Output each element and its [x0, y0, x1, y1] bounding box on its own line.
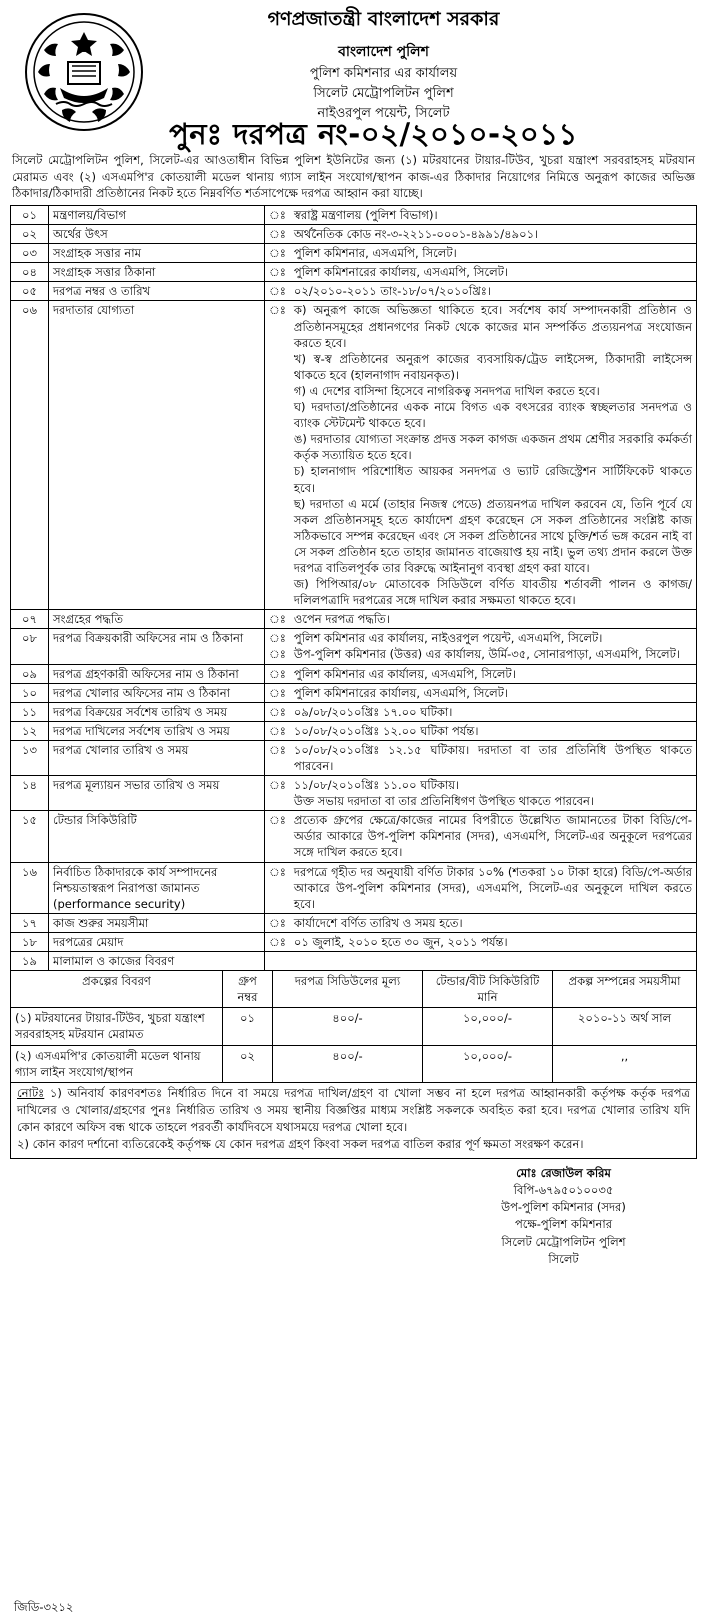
row-colon: ঃ [265, 301, 290, 610]
row-number: ১৯ [11, 952, 49, 971]
table-row [11, 740, 697, 775]
col-header-group: গ্রুপ নম্বর [223, 971, 273, 1008]
row-number: ০৯ [11, 664, 49, 683]
eligibility-item: ক) অনুরূপ কাজে অভিজ্ঞতা থাকিতে হবে। সর্বশেষ কার্য সম্পাদনকারী প্রতিষ্ঠান ও প্রতিষ্ঠানসমূহের প্রধানগণের নিকট থেকে কাজের মান সম্পর্কিত প্রত্যয়নপত্র সংযোজন করতে হবে। [293, 303, 692, 350]
col-header-period: প্রকল্প সম্পন্নের সময়সীমা [553, 971, 697, 1008]
row-colon: ঃ [265, 721, 290, 740]
note-2: ২) কোন কারণ দর্শানো ব্যতিরেকেই কর্তৃপক্ষ যে কোন দরপত্র গ্রহণ কিংবা সকল দরপত্র বাতিল করার পূর্ণ ক্ষমতা সংরক্ষণ করেন। [17, 1137, 584, 1152]
row-number: ১৪ [11, 776, 49, 811]
project-security: ১০,০০০/- [423, 1008, 553, 1045]
eligibility-item: খ) স্ব-স্ব প্রতিষ্ঠানের অনুরূপ কাজের ব্যবসায়িক/ট্রেড লাইসেন্স, ঠিকাদারী লাইসেন্স থাকতে হবে (হালনাগাদ নবায়নকৃত)। [293, 351, 692, 382]
row-colon: ঃ [265, 244, 290, 263]
row-label: দরপত্র গ্রহণকারী অফিসের নাম ও ঠিকানা [49, 664, 265, 683]
row-value: পুলিশ কমিশনারের কার্যালয়, এসএমপি, সিলেট। [290, 263, 697, 282]
tender-spec-table [10, 205, 697, 971]
row-value: ১০/০৮/২০১০খ্রিঃ ১২.০০ ঘটিকা পর্যন্ত। [290, 721, 697, 740]
row-colon: ঃ [265, 683, 290, 702]
row-label: সংগ্রহের পদ্ধতি [49, 610, 265, 629]
table-row [11, 932, 697, 951]
government-title: গণপ্রজাতন্ত্রী বাংলাদেশ সরকার [267, 8, 500, 30]
table-row [11, 244, 697, 263]
signatory-name: মোঃ রেজাউল করিম [516, 1165, 611, 1180]
row-value: পুলিশ কমিশনার এর কার্যালয়, এসএমপি, সিলেট। [290, 664, 697, 683]
row-colon: ঃ [265, 263, 290, 282]
row-number: ১৮ [11, 932, 49, 951]
project-group: ০২ [223, 1045, 273, 1082]
row-label: সংগ্রাহক সত্তার ঠিকানা [49, 263, 265, 282]
table-row [11, 225, 697, 244]
row-value-line: ১১/০৮/২০১০খ্রিঃ ১১.০০ ঘটিকায়। [293, 778, 460, 793]
row-label: দরপত্র খোলার তারিখ ও সময় [49, 740, 265, 775]
org-name: বাংলাদেশ পুলিশ [338, 44, 429, 60]
row-value: ০৯/০৮/২০১০খ্রিঃ ১৭.০০ ঘটিকা। [290, 702, 697, 721]
table-row [11, 1008, 697, 1045]
row-colon: ঃ [265, 932, 290, 951]
table-row [11, 664, 697, 683]
row-value: অর্থনৈতিক কোড নং-৩-২২১১-০০০১-৪৯৯১/৪৯০১। [290, 225, 697, 244]
eligibility-item: জ) পিপিআর/০৮ মোতাবেক সিডিউলে বর্ণিত যাবতীয় শর্তাবলী পালন ও কাগজ/দলিলপত্রাদি দরপত্রের সঙ্গে দাখিল করার সক্ষমতা থাকতে হবে। [293, 577, 692, 608]
row-label: সংগ্রাহক সত্তার নাম [49, 244, 265, 263]
eligibility-item: চ) হালনাগাদ পরিশোধিত আয়কর সনদপত্র ও ভ্যাট রেজিস্ট্রেশন সার্টিফিকেট থাকতে হবে। [293, 464, 692, 495]
row-label: দরপত্রের মেয়াদ [49, 932, 265, 951]
table-row [11, 610, 697, 629]
project-period: ,, [553, 1045, 697, 1082]
table-row [11, 629, 697, 664]
row-colon: ঃ [265, 862, 290, 913]
col-header-description: প্রকল্পের বিবরণ [11, 971, 223, 1008]
row-number: ০৬ [11, 301, 49, 610]
table-row [11, 913, 697, 932]
row-label: কাজ শুরুর সময়সীমা [49, 913, 265, 932]
row-colon: ঃ [265, 913, 290, 932]
row-number: ১২ [11, 721, 49, 740]
signatory-designation: উপ-পুলিশ কমিশনার (সদর) [501, 1200, 626, 1215]
row-label: দরপত্র দাখিলের সর্বশেষ তারিখ ও সময় [49, 721, 265, 740]
signatory-org: সিলেট মেট্রোপলিটন পুলিশ [501, 1234, 626, 1249]
project-period: ২০১০-১১ অর্থ সাল [553, 1008, 697, 1045]
table-row [11, 1045, 697, 1082]
row-label: মালামাল ও কাজের বিবরণ [49, 952, 265, 971]
row-colon: ঃ [265, 610, 290, 629]
row-colon: ঃ [265, 740, 290, 775]
eligibility-list [290, 301, 697, 610]
project-price: ৪০০/- [273, 1045, 423, 1082]
row-value: দরপত্রে গৃহীত দর অনুযায়ী বর্ণিত টাকার ১০% (শতকরা ১০ টাকা হারে) বিডি/পে-অর্ডার আকারে উপ-পুলিশ কমিশনার (সদর), এসএমপি, সিলেট-এর অনুকূলে দাখিল করতে হবে। [290, 862, 697, 913]
row-value-line: পুলিশ কমিশনার এর কার্যালয়, নাইওরপুল পয়েন্ট, এসএমপি, সিলেট। [293, 631, 603, 646]
note-1 [17, 1085, 690, 1137]
row-number: ১১ [11, 702, 49, 721]
row-value-line: উপ-পুলিশ কমিশনার (উত্তর) এর কার্যালয়, উর্মি-৩৫, সোনারপাড়া, এসএমপি, সিলেট। [293, 647, 681, 662]
intro-paragraph: সিলেট মেট্রোপলিটন পুলিশ, সিলেট-এর আওতাধীন বিভিন্ন পুলিশ ইউনিটের জন্য (১) মটরযানের টায়ার-টিউব, খুচরা যন্ত্রাংশ সরবরাহসহ মটরযান মেরামত এবং (২) এসএমপি'র কোতয়ালী মডেল থানায় গ্যাস লাইন সংযোগ/স্থাপন কাজ-এর ঠিকাদার নিয়োগের নিমিত্তে অনুরূপ কাজের অভিজ্ঞ ঠিকাদার/ঠিকাদারী প্রতিষ্ঠানের নিকট হতে নিম্নবর্ণিত শর্তসাপেক্ষে দরপত্র আহ্বান করা যাচ্ছে। [12, 153, 695, 201]
row-number: ০৪ [11, 263, 49, 282]
row-value [290, 629, 697, 664]
row-value: স্বরাষ্ট্র মন্ত্রণালয় (পুলিশ বিভাগ)। [290, 206, 697, 225]
row-value [290, 952, 697, 971]
row-value: ০১ জুলাই, ২০১০ হতে ৩০ জুন, ২০১১ পর্যন্ত। [290, 932, 697, 951]
note-1-text: ১) অনিবার্য কারণবশতঃ নির্ধারিত দিনে বা সময়ে দরপত্র দাখিল/গ্রহণ বা খোলা সম্ভব না হলে দরপত্র আহ্বানকারী কর্তৃপক্ষ কর্তৃক দরপত্র দাখিলের ও খোলার/গ্রহণের পুনঃ নির্ধারিত তারিখ ও সময় স্থানীয় বিজ্ঞপ্তির মাধ্যম সংশ্লিষ্ট সকলকে অবহিত করা হবে। দরপত্র খোলার তারিখ যদি কোন কারণে অফিস বন্ধ থাকে তাহলে পরবর্তী কার্যদিবসে যথাসময়ে দরপত্র খোলা হবে। [17, 1085, 690, 1135]
row-value: প্রত্যেক গ্রুপের ক্ষেত্রে/কাজের নামের বিপরীতে উল্লেখিত জামানতের টাকা বিডি/পে-অর্ডার আকারে উপ-পুলিশ কমিশনার (সদর), এসএমপি, সিলেট-এর অনুকূলে দরপত্রের সঙ্গে দাখিল করতে হবে। [290, 811, 697, 862]
row-number: ০৫ [11, 282, 49, 301]
row-label: অর্থের উৎস [49, 225, 265, 244]
project-group: ০১ [223, 1008, 273, 1045]
signatory-city: সিলেট [548, 1251, 579, 1266]
table-row [11, 702, 697, 721]
project-description: (২) এসএমপি'র কোতয়ালী মডেল থানায় গ্যাস লাইন সংযোগ/স্থাপন [11, 1045, 223, 1082]
eligibility-item: ঙ) দরদাতার যোগ্যতা সংক্রান্ত প্রদত্ত সকল কাগজ একজন প্রথম শ্রেণীর সরকারি কর্মকর্তা কর্তৃক সত্যায়িত হতে হবে। [293, 432, 692, 463]
row-number: ১০ [11, 683, 49, 702]
row-value: পুলিশ কমিশনারের কার্যালয়, এসএমপি, সিলেট। [290, 683, 697, 702]
row-value: কার্যাদেশে বর্ণিত তারিখ ও সময় হতে। [290, 913, 697, 932]
table-row [11, 683, 697, 702]
row-value: ০২/২০১০-২০১১ তাং-১৮/০৭/২০১০খ্রিঃ। [290, 282, 697, 301]
note-heading: নোটঃ [17, 1085, 45, 1100]
row-colon-1: ঃ [269, 631, 286, 646]
signatory-on-behalf: পক্ষে-পুলিশ কমিশনার [514, 1217, 613, 1232]
project-security: ১০,০০০/- [423, 1045, 553, 1082]
row-value-line: উক্ত সভায় দরদাতা বা তার প্রতিনিধিগণ উপস্থিত থাকতে পারবেন। [293, 794, 595, 809]
row-colon: ঃ [265, 282, 290, 301]
row-colon: ঃ [265, 811, 290, 862]
gd-number: জিডি-৩২১২ [14, 1599, 74, 1614]
row-value: ওপেন দরপত্র পদ্ধতি। [290, 610, 697, 629]
row-number: ০২ [11, 225, 49, 244]
row-label: দরপত্র বিক্রয়ের সর্বশেষ তারিখ ও সময় [49, 702, 265, 721]
signatory-bp: বিপি-৬৭৯৫০১০০৩৫ [513, 1182, 614, 1197]
row-colon-2: ঃ [269, 647, 286, 662]
row-number: ০৭ [11, 610, 49, 629]
eligibility-item: ছ) দরদাতা এ মর্মে (তাহার নিজস্ব পেডে) প্রত্যয়নপত্র দাখিল করবেন যে, তিনি পূর্বে যে সকল প্রতিষ্ঠানসমূহ হতে কার্যাদেশ গ্রহণ করেছেন সে সকল প্রতিষ্ঠানের সংশ্লিষ্ট কাজ সঠিকভাবে সম্পন্ন করেছেন এবং সে সকল প্রতিষ্ঠানের সাথে চুক্তি/শর্ত ভঙ্গ করেন নাই বা সে সকল প্রতিষ্ঠান হতে তাহার জামানত বাজেয়াপ্ত হয় নাই। ভুল তথ্য প্রদান করলে উক্ত দরপত্র বাতিলপূর্বক তার বিরুদ্ধে আইনানুগ ব্যবস্থা গ্রহণ করা যাবে। [293, 496, 692, 575]
row-colon: ঃ [265, 664, 290, 683]
eligibility-row [11, 301, 697, 610]
row-label: টেন্ডার সিকিউরিটি [49, 811, 265, 862]
col-header-security: টেন্ডার/বীট সিকিউরিটি মানি [423, 971, 553, 1008]
table-row [11, 206, 697, 225]
table-row [11, 811, 697, 862]
row-label: দরপত্র মূল্যায়ন সভার তারিখ ও সময় [49, 776, 265, 811]
signature-block [430, 1165, 697, 1269]
table-row [11, 263, 697, 282]
row-label: দরপত্র নম্বর ও তারিখ [49, 282, 265, 301]
row-colon: ঃ [265, 206, 290, 225]
tender-title: পুনঃ দরপত্র নং-০২/২০১০-২০১১ [169, 117, 578, 151]
row-number: ১৭ [11, 913, 49, 932]
row-number: ১৩ [11, 740, 49, 775]
row-colon [265, 629, 290, 664]
eligibility-item: ঘ) দরদাতা/প্রতিষ্ঠানের একক নামে বিগত এক বৎসরের ব্যাংক স্বচ্ছলতার সনদপত্র ও ব্যাংক স্টেটমেন্ট থাকতে হবে। [293, 400, 692, 431]
office-name: পুলিশ কমিশনার এর কার্যালয় [309, 65, 458, 81]
row-label: দরপত্র বিক্রয়কারী অফিসের নাম ও ঠিকানা [49, 629, 265, 664]
office-block [10, 42, 697, 124]
eligibility-item: গ) এ দেশের বাসিন্দা হিসেবে নাগরিকত্ব সনদপত্র দাখিল করতে হবে। [293, 383, 600, 398]
col-header-schedule-price: দরপত্র সিডিউলের মূল্য [273, 971, 423, 1008]
row-number: ১৫ [11, 811, 49, 862]
row-value: পুলিশ কমিশনার, এসএমপি, সিলেট। [290, 244, 697, 263]
row-number: ০৮ [11, 629, 49, 664]
table-row [11, 862, 697, 913]
row-colon: ঃ [265, 225, 290, 244]
row-number: ০১ [11, 206, 49, 225]
metro-name: সিলেট মেট্রোপলিটন পুলিশ [313, 85, 454, 101]
row-value [290, 776, 697, 811]
row-label: দরপত্র খোলার অফিসের নাম ও ঠিকানা [49, 683, 265, 702]
project-table [10, 970, 697, 1083]
project-header-row [11, 971, 697, 1008]
row-colon: ঃ [265, 776, 290, 811]
office-address: নাইওরপুল পয়েন্ট, সিলেট [317, 105, 450, 121]
row-label: নির্বাচিত ঠিকাদারকে কার্য সম্পাদনের নিশ্চয়তাস্বরূপ নিরাপত্তা জামানত (performance security) [49, 862, 265, 913]
table-row [11, 776, 697, 811]
row-number: ১৬ [11, 862, 49, 913]
table-row [11, 282, 697, 301]
row-value: ১০/০৮/২০১০খ্রিঃ ১২.১৫ ঘটিকায়। দরদাতা বা তার প্রতিনিধি উপস্থিত থাকতে পারবেন। [290, 740, 697, 775]
project-price: ৪০০/- [273, 1008, 423, 1045]
notice-header [10, 6, 697, 150]
row-colon [265, 952, 290, 971]
table-row [11, 721, 697, 740]
project-description: (১) মটরযানের টায়ার-টিউব, খুচরা যন্ত্রাংশ সরবরাহসহ মটরযান মেরামত [11, 1008, 223, 1045]
row-label: মন্ত্রণালয়/বিভাগ [49, 206, 265, 225]
row-label: দরদাতার যোগ্যতা [49, 301, 265, 610]
table-row [11, 952, 697, 971]
row-colon: ঃ [265, 702, 290, 721]
row-number: ০৩ [11, 244, 49, 263]
notes-box [10, 1083, 697, 1159]
